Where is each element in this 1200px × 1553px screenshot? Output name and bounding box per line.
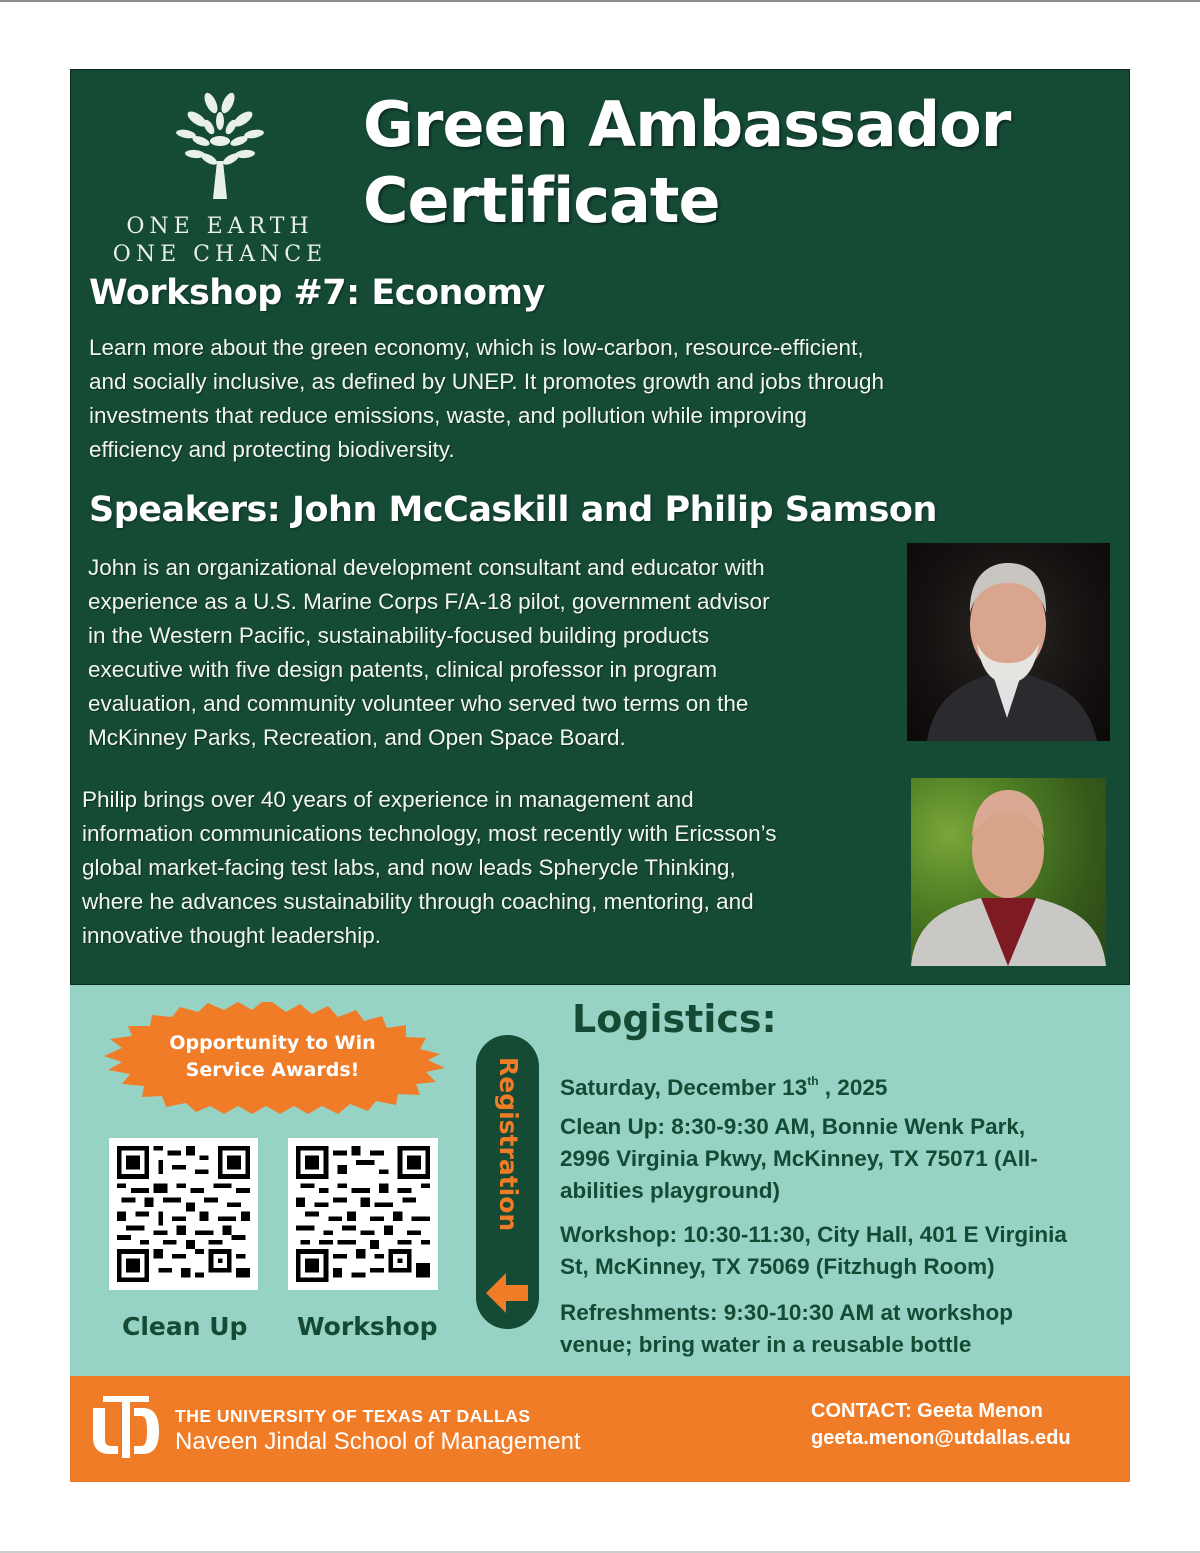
john-bio: [88, 551, 770, 755]
portrait-icon: [911, 778, 1106, 966]
workshop-line: Workshop: 10:30-11:30, City Hall, 401 E Virginia: [560, 1222, 1067, 1247]
refreshments-line: Refreshments: 9:30-10:30 AM at workshop: [560, 1300, 1014, 1325]
cleanup-details: [560, 1111, 1038, 1207]
speakers-heading: Speakers: John McCaskill and Philip Samson: [89, 490, 937, 530]
event-flyer: [70, 69, 1130, 1482]
service-awards-text: [100, 1030, 445, 1084]
school-name: Naveen Jindal School of Management: [175, 1428, 581, 1455]
logo-text-line1: ONE EARTH: [126, 214, 314, 239]
workshop-heading: Workshop #7: Economy: [89, 273, 545, 313]
qr-code-icon: [296, 1146, 430, 1282]
refreshments-details: [560, 1297, 1013, 1361]
bio-line: information communications technology, most recently with Ericsson’s: [82, 821, 777, 846]
workshop-qr-label: Workshop: [297, 1312, 438, 1341]
bio-line: John is an organizational development consultant and educator with: [88, 555, 765, 580]
promo-line2: Service Awards!: [185, 1059, 360, 1081]
bio-line: global market-facing test labs, and now leads Spherycle Thinking,: [82, 855, 736, 880]
refreshments-line: venue; bring water in a reusable bottle: [560, 1332, 972, 1357]
description-line: and socially inclusive, as defined by UNEP. It promotes growth and jobs through: [89, 369, 885, 394]
portrait-icon: [907, 543, 1110, 741]
arrow-left-icon: [486, 1273, 530, 1313]
date-text: Saturday, December 13: [560, 1075, 808, 1100]
bio-line: innovative thought leadership.: [82, 923, 381, 948]
cleanup-qr-code[interactable]: [109, 1138, 258, 1290]
university-name: THE UNIVERSITY OF TEXAS AT DALLAS: [175, 1406, 531, 1426]
tree-icon: [173, 89, 267, 201]
description-line: Learn more about the green economy, which is low-carbon, resource-efficient,: [89, 335, 864, 360]
cleanup-line: Clean Up: 8:30-9:30 AM, Bonnie Wenk Park,: [560, 1114, 1026, 1139]
bio-line: experience as a U.S. Marine Corps F/A-18 pilot, government advisor: [88, 589, 770, 614]
workshop-qr-code[interactable]: [288, 1138, 438, 1290]
bio-line: evaluation, and community volunteer who served two terms on the: [88, 691, 749, 716]
title-line2: Certificate: [363, 164, 720, 237]
workshop-details: [560, 1219, 1067, 1283]
cleanup-line: abilities playground): [560, 1178, 781, 1203]
promo-line1: Opportunity to Win: [169, 1032, 376, 1054]
page-title: [363, 87, 1010, 239]
philip-bio: [82, 783, 776, 953]
cleanup-line: 2996 Virginia Pkwy, McKinney, TX 75071 (All-: [560, 1146, 1038, 1171]
contact-name: CONTACT: Geeta Menon: [811, 1400, 1043, 1422]
john-photo: [907, 543, 1110, 741]
workshop-description: [89, 331, 884, 467]
utd-logo-icon: [91, 1396, 161, 1458]
logo-text-line2: ONE CHANCE: [112, 242, 328, 267]
event-date: [560, 1065, 887, 1104]
top-rule: [0, 0, 1200, 2]
logistics-heading: Logistics:: [572, 997, 777, 1041]
title-line1: Green Ambassador: [363, 88, 1011, 161]
description-line: investments that reduce emissions, waste, and pollution while improving: [89, 403, 807, 428]
bio-line: Philip brings over 40 years of experience in management and: [82, 787, 694, 812]
workshop-line: St, McKinney, TX 75069 (Fitzhugh Room): [560, 1254, 995, 1279]
date-year: , 2025: [818, 1075, 888, 1100]
bio-line: McKinney Parks, Recreation, and Open Space Board.: [88, 725, 626, 750]
qr-code-icon: [117, 1146, 250, 1282]
registration-badge: [476, 1035, 539, 1329]
bio-line: where he advances sustainability through coaching, mentoring, and: [82, 889, 754, 914]
service-awards-badge: [100, 1002, 445, 1114]
one-earth-logo: [100, 89, 340, 267]
bio-line: executive with five design patents, clinical professor in program: [88, 657, 718, 682]
registration-label: Registration: [494, 1057, 523, 1232]
description-line: efficiency and protecting biodiversity.: [89, 437, 455, 462]
cleanup-qr-label: Clean Up: [122, 1312, 248, 1341]
date-ordinal: th: [807, 1074, 819, 1088]
contact-email-link[interactable]: geeta.menon@utdallas.edu: [811, 1427, 1071, 1449]
bio-line: in the Western Pacific, sustainability-focused building products: [88, 623, 710, 648]
philip-photo: [911, 778, 1106, 966]
